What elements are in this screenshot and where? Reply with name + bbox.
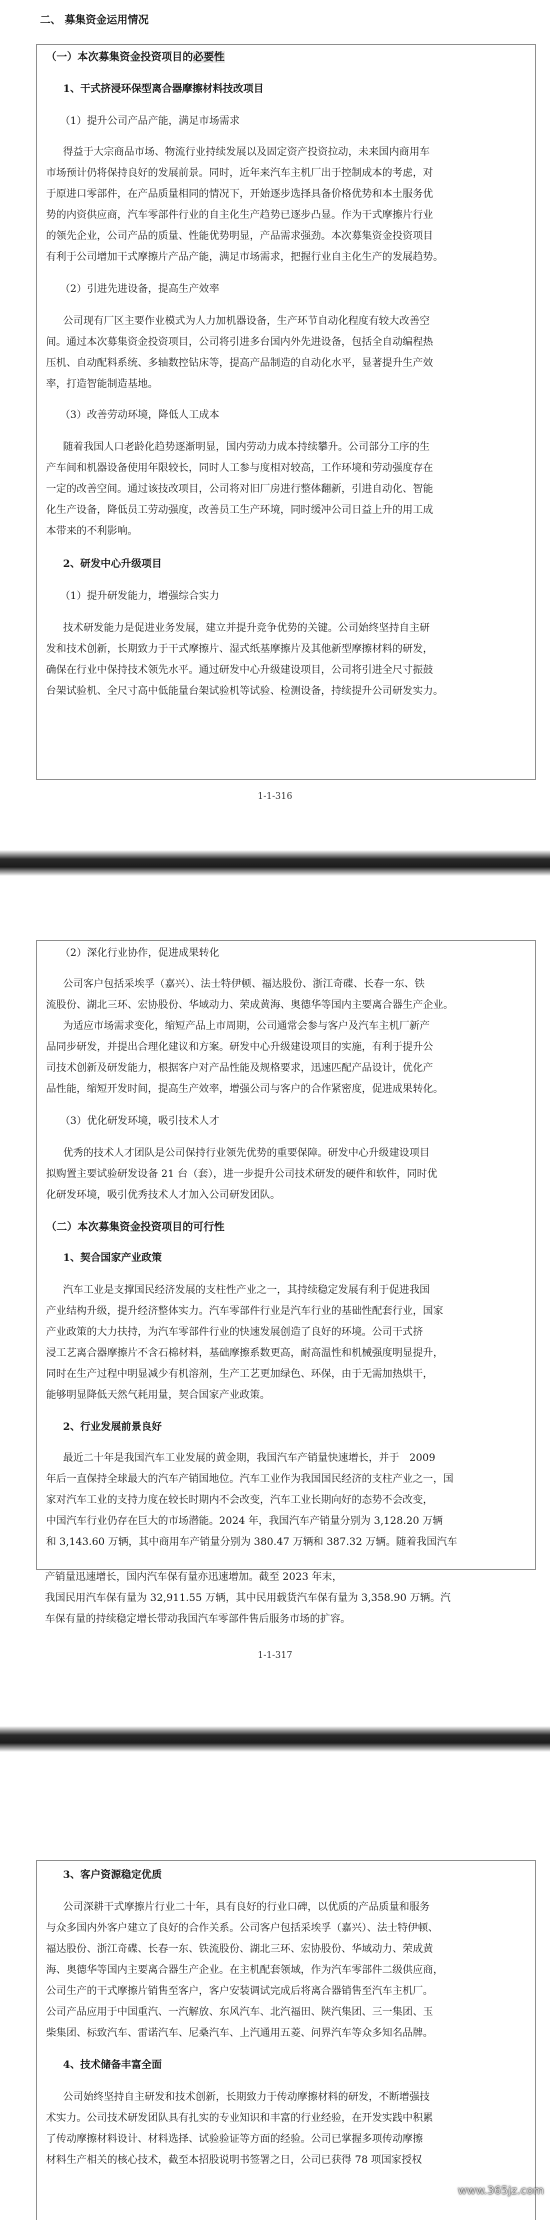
page-number: 1-1-317 [257, 1651, 293, 1661]
para-line: 一定的改善空间。通过该技改项目，公司将对旧厂房进行整体翻新，引进自动化、智能 [46, 484, 434, 495]
para-line: 市场预计仍将保持良好的发展前景。同时，近年来汽车主机厂出于控制成本的考虑，对 [46, 168, 434, 179]
page-separator [0, 1726, 550, 1752]
item-heading: （1）提升研发能力，增强综合实力 [60, 591, 220, 602]
para-line: 海、奥德华等国内主要离合器生产企业。在主机配套领域，作为汽车零部件二级供应商， [46, 1965, 444, 1976]
document-page-3 [0, 1752, 550, 2201]
para-line: 得益于大宗商品市场、物流行业持续发展以及固定资产投资拉动，未来国内商用车 [63, 147, 430, 158]
para-line: 本带来的不利影响。 [46, 526, 138, 537]
item-heading: （3）改善劳动环境，降低人工成本 [60, 410, 220, 421]
point-4-title: 4、技术储备丰富全面 [63, 2059, 162, 2071]
document-page-2 [0, 876, 550, 1726]
item-heading: （3）优化研发环境，吸引技术人才 [60, 1116, 220, 1127]
para-line: 浸工艺离合器摩擦片不含石棉材料，基础摩擦系数更高，耐高温性和机械强度明显提升， [46, 1348, 444, 1359]
para-line: 公司现有厂区主要作业模式为人力加机器设备，生产环节自动化程度有较大改善空 [63, 316, 430, 327]
para-line: 了传动摩擦材料设计、材料选择、试验验证等方面的经验。公司已掌握多项传动摩擦 [46, 2134, 423, 2145]
para-line: 与众多国内外客户建立了良好的合作关系。公司客户包括采埃孚（嘉兴）、法士特伊顿、 [46, 1923, 439, 1934]
para-line: 率，打造智能制造基地。 [46, 379, 159, 390]
para-line: 产销量迅速增长，国内汽车保有量亦迅速增加。截至 2023 年末， [45, 1572, 343, 1583]
para-line: 车保有量的持续稳定增长带动我国汽车零部件售后服务市场的扩容。 [45, 1614, 351, 1625]
para-line: 拟购置主要试验研发设备 21 台（套），进一步提升公司技术研发的硬件和软件，同时优 [46, 1169, 438, 1180]
para-line: 流股份、湖北三环、宏协股份、华域动力、荣成黄海、奥德华等国内主要离合器生产企业。 [46, 1000, 454, 1011]
item-heading: （2）引进先进设备，提高生产效率 [60, 284, 220, 295]
para-line: 随着我国人口老龄化趋势逐渐明显，国内劳动力成本持续攀升。公司部分工序的生 [63, 442, 430, 453]
para-line: 为适应市场需求变化，缩短产品上市周期，公司通常会参与客户及汽车主机厂新产 [63, 1021, 430, 1032]
para-line: 压机、自动配料系统、多轴数控钻床等，提高产品制造的自动化水平，显著提升生产效 [46, 358, 434, 369]
subsection-heading: （二）本次募集资金投资项目的可行性 [46, 1221, 225, 1233]
para-line: 产业结构升级，提升经济整体实力。汽车零部件行业是汽车行业的基础性配套行业，国家 [46, 1306, 444, 1317]
document-page-1 [0, 0, 550, 850]
point-3-title: 3、客户资源稳定优质 [63, 1869, 162, 1881]
para-line: 最近二十年是我国汽车工业发展的黄金期，我国汽车产销量快速增长，并于 2009 [63, 1453, 436, 1464]
para-line: 公司产品应用于中国重汽、一汽解放、东风汽车、北汽福田、陕汽集团、三一集团、玉 [46, 2007, 434, 2018]
para-line: 材料生产相关的核心技术，截至本招股说明书签署之日，公司已获得 78 项国家授权 [46, 2155, 422, 2166]
page-number: 1-1-316 [257, 792, 293, 802]
para-line: 我国民用汽车保有量为 32,911.55 万辆，其中民用载货汽车保有量为 3,358.90 万辆。汽 [45, 1593, 451, 1604]
para-line: 品同步研发，并提出合理化建议和方案。研发中心升级建设项目的实施，有利于提升公 [46, 1042, 434, 1053]
para-line: 品性能，缩短开发时间，提高生产效率，增强公司与客户的合作紧密度，促进成果转化。 [46, 1084, 444, 1095]
para-line: 术实力。公司技术研发团队具有扎实的专业知识和丰富的行业经验，在开发实践中积累 [46, 2113, 434, 2124]
para-line: 台架试验机、全尺寸高中低能量台架试验机等试验、检测设备，持续提升公司研发实力。 [46, 686, 444, 697]
para-line: 家对汽车工业的支持力度在较长时期内不会改变，汽车工业长期向好的态势不会改变， [46, 1495, 434, 1506]
para-line: 司技术创新及研发能力，根据客户对产品性能及规格要求，迅速匹配产品设计，优化产 [46, 1063, 434, 1074]
para-line: 和 3,143.60 万辆，其中商用车产销量分别为 380.47 万辆和 387.32 万辆。随着我国汽车 [46, 1537, 458, 1548]
para-line: 公司客户包括采埃孚（嘉兴）、法士特伊顿、福达股份、浙江奇碟、长春一东、铁 [63, 979, 425, 990]
highlighted-text: 必要性 [193, 51, 225, 63]
para-line: 于原进口零部件，在产品质量相同的情况下，开始逐步选择具备价格优势和本土服务优 [46, 189, 434, 200]
para-line: 势的内资供应商，汽车零部件行业的自主化生产趋势已逐步凸显。作为干式摩擦片行业 [46, 210, 434, 221]
para-line: 技术研发能力是促进业务发展，建立并提升竞争优势的关键。公司始终坚持自主研 [63, 623, 430, 634]
para-line: 有利于公司增加干式摩擦片产品产能，满足市场需求，把握行业自主化生产的发展趋势。 [46, 252, 444, 263]
para-line: 确保在行业中保持技术领先水平。通过研发中心升级建设项目，公司将引进全尺寸振鼓 [46, 665, 434, 676]
para-line: 的领先企业，公司产品的质量、性能优势明显，产品需求强劲。本次募集资金投资项目 [46, 231, 434, 242]
para-line: 公司始终坚持自主研发和技术创新，长期致力于传动摩擦材料的研发，不断增强技 [63, 2092, 430, 2103]
page-separator [0, 850, 550, 876]
para-line: 年后一直保持全球最大的汽车产销国地位。汽车工业作为我国国民经济的支柱产业之一，国 [46, 1474, 454, 1485]
para-line: 中国汽车行业仍存在巨大的市场潜能。2024 年，我国汽车产销量分别为 3,128.20 万辆 [46, 1516, 443, 1527]
para-line: 产业政策的大力扶持，为汽车零部件行业的快速发展创造了良好的环境。公司干式挤 [46, 1327, 423, 1338]
section-heading: 二、 募集资金运用情况 [40, 14, 149, 26]
para-line: 产车间和机器设备使用年限较长，同时人工参与度相对较高，工作环境和劳动强度存在 [46, 463, 434, 474]
item-heading: （2）深化行业协作，促进成果转化 [60, 948, 220, 959]
content-frame-1 [36, 44, 536, 780]
subsection-heading: （一）本次募集资金投资项目的必要性 [46, 51, 225, 63]
para-line: 能够明显降低天然气耗用量，契合国家产业政策。 [46, 1390, 271, 1401]
para-line: 优秀的技术人才团队是公司保持行业领先优势的重要保障。研发中心升级建设项目 [63, 1148, 430, 1159]
content-frame-2 [36, 940, 536, 1570]
para-line: 公司生产的干式摩擦片销售至客户，客户安装调试完成后将离合器销售至汽车主机厂。 [46, 1986, 434, 1997]
para-line: 柴集团、标致汽车、雷诺汽车、尼桑汽车、上汽通用五菱、问界汽车等众多知名品牌。 [46, 2028, 434, 2039]
item-heading: （1）提升公司产品产能，满足市场需求 [60, 116, 240, 127]
point-2-title: 2、行业发展前景良好 [63, 1421, 162, 1433]
content-frame-3 [36, 1860, 536, 2220]
para-line: 化研发环境，吸引优秀技术人才加入公司研发团队。 [46, 1190, 281, 1201]
para-line: 发和技术创新，长期致力于干式摩擦片、湿式纸基摩擦片及其他新型摩擦材料的研发， [46, 644, 434, 655]
project-1-title: 1、干式挤浸环保型离合器摩擦材料技改项目 [63, 83, 264, 95]
para-line: 汽车工业是支撑国民经济发展的支柱性产业之一，其持续稳定发展有利于促进我国 [63, 1285, 430, 1296]
para-line: 福达股份、浙江奇碟、长春一东、铁流股份、湖北三环、宏协股份、华域动力、荣成黄 [46, 1944, 434, 1955]
watermark: www.365jz.com [457, 2184, 544, 2197]
project-2-title: 2、研发中心升级项目 [63, 558, 162, 570]
point-1-title: 1、契合国家产业政策 [63, 1252, 162, 1264]
para-line: 公司深耕干式摩擦片行业二十年，具有良好的行业口碑，以优质的产品质量和服务 [63, 1902, 430, 1913]
para-line: 化生产设备，降低员工劳动强度，改善员工生产环境，同时缓冲公司日益上升的用工成 [46, 505, 434, 516]
para-line: 间。通过本次募集资金投资项目，公司将引进多台国内外先进设备，包括全自动编程热 [46, 337, 434, 348]
para-line: 同时在生产过程中明显减少有机溶剂，生产工艺更加绿色、环保，由于无需加热烘干， [46, 1369, 434, 1380]
